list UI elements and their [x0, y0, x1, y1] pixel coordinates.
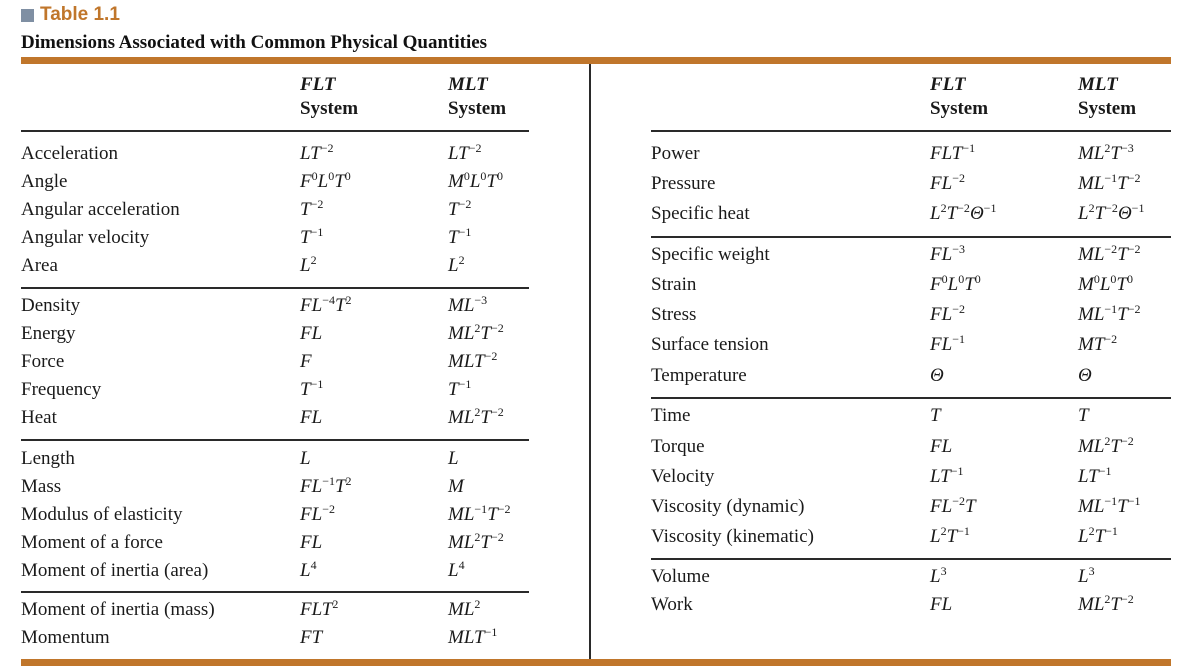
mlt-dimension: $M^0L^0T^0$ — [1078, 272, 1133, 295]
quantity-name: Work — [651, 594, 693, 615]
table-row — [651, 563, 1171, 591]
mlt-dimension: $MT^{-2}$ — [1078, 332, 1118, 355]
flt-dimension: $L^2T^{-2}\Theta^{-1}$ — [930, 201, 997, 224]
flt-dimension: $L^2T^{-1}$ — [930, 524, 970, 547]
header-flt-system-right: System — [930, 98, 989, 119]
header-flt — [300, 73, 358, 121]
quantity-name: Volume — [651, 566, 710, 587]
table-row — [21, 168, 529, 196]
table-row — [21, 557, 529, 585]
quantity-name: Force — [21, 351, 65, 372]
quantity-name: Angular velocity — [21, 227, 150, 248]
header-flt-title-right: FLT — [930, 74, 966, 95]
table-row — [651, 301, 1171, 329]
table-row — [651, 140, 1171, 168]
flt-dimension: $FL^{-1}T^2$ — [300, 474, 352, 497]
table-row — [21, 252, 529, 280]
group-separator — [21, 439, 529, 441]
flt-dimension: $FLT^{-1}$ — [930, 141, 976, 164]
mlt-dimension: $ML^2T^{-2}$ — [448, 530, 504, 553]
table-row — [21, 529, 529, 557]
table-row — [21, 445, 529, 473]
group-separator — [21, 287, 529, 289]
mlt-dimension: $ML^{-2}T^{-2}$ — [1078, 242, 1141, 265]
header-mlt-system-right: System — [1078, 98, 1137, 119]
table-row — [21, 624, 529, 652]
flt-dimension: $L^2$ — [300, 253, 317, 276]
quantity-name: Heat — [21, 407, 57, 428]
quantity-name: Moment of inertia (mass) — [21, 599, 215, 620]
quantity-name: Energy — [21, 323, 76, 344]
table-row — [21, 596, 529, 624]
mlt-dimension: M — [448, 476, 464, 497]
header-flt-system: System — [300, 98, 359, 119]
mlt-dimension: $L^2T^{-1}$ — [1078, 524, 1118, 547]
table-row — [651, 402, 1171, 430]
quantity-name: Angle — [21, 171, 68, 192]
group-separator — [21, 130, 529, 132]
quantity-name: Moment of inertia (area) — [21, 560, 209, 581]
table-label-square-icon — [21, 9, 34, 22]
mlt-dimension: $ML^2T^{-2}$ — [1078, 592, 1134, 615]
quantity-name: Time — [651, 405, 691, 426]
table-row — [651, 200, 1171, 228]
flt-dimension: $FL^{-2}$ — [930, 302, 965, 325]
flt-dimension: FL — [300, 532, 323, 553]
mlt-dimension: $T^{-2}$ — [448, 197, 472, 220]
mlt-dimension: $ML^{-1}T^{-2}$ — [1078, 302, 1141, 325]
mlt-dimension: $L^2T^{-2}\Theta^{-1}$ — [1078, 201, 1145, 224]
mlt-dimension: L — [448, 448, 459, 469]
mlt-dimension: $ML^{-1}T^{-2}$ — [1078, 171, 1141, 194]
flt-dimension: $L^4$ — [300, 558, 317, 581]
quantity-name: Surface tension — [651, 334, 769, 355]
flt-dimension: T — [930, 405, 941, 426]
table-row — [651, 591, 1171, 619]
table-row — [651, 463, 1171, 491]
mlt-dimension: $MLT^{-2}$ — [448, 349, 498, 372]
quantity-name: Area — [21, 255, 58, 276]
flt-dimension: F — [300, 351, 312, 372]
quantity-name: Velocity — [651, 466, 715, 487]
mlt-dimension: $ML^2T^{-2}$ — [1078, 434, 1134, 457]
quantity-name: Frequency — [21, 379, 102, 400]
header-flt-right — [930, 73, 988, 121]
group-separator — [21, 591, 529, 593]
flt-dimension: $FL^{-2}$ — [930, 171, 965, 194]
mlt-dimension: $L^3$ — [1078, 564, 1095, 587]
table-label-text: Table 1.1 — [40, 4, 120, 25]
header-mlt-system: System — [448, 98, 507, 119]
table-row — [651, 170, 1171, 198]
flt-dimension: FL — [930, 594, 953, 615]
quantity-name: Specific heat — [651, 203, 750, 224]
table-row — [21, 140, 529, 168]
table-row — [21, 224, 529, 252]
table-row — [21, 348, 529, 376]
table-row — [21, 292, 529, 320]
table-row — [651, 362, 1171, 390]
flt-dimension: FL — [300, 323, 323, 344]
flt-dimension: Θ — [930, 365, 944, 386]
group-separator — [651, 397, 1171, 399]
table-row — [21, 473, 529, 501]
mlt-dimension: $T^{-1}$ — [448, 377, 472, 400]
quantity-name: Acceleration — [21, 143, 119, 164]
flt-dimension: $T^{-1}$ — [300, 377, 324, 400]
quantity-name: Mass — [21, 476, 62, 497]
quantity-name: Power — [651, 143, 700, 164]
group-separator — [651, 130, 1171, 132]
table-row — [21, 376, 529, 404]
quantity-name: Torque — [651, 436, 705, 457]
bottom-rule — [21, 659, 1171, 666]
flt-dimension: $L^3$ — [930, 564, 947, 587]
quantity-name: Pressure — [651, 173, 716, 194]
mlt-dimension: $L^2$ — [448, 253, 465, 276]
table-row — [651, 271, 1171, 299]
mlt-dimension: $LT^{-1}$ — [1078, 464, 1112, 487]
header-mlt-title: MLT — [448, 74, 488, 95]
quantity-name: Angular acceleration — [21, 199, 180, 220]
mlt-dimension: $L^4$ — [448, 558, 465, 581]
mlt-dimension: $ML^2T^{-3}$ — [1078, 141, 1134, 164]
quantity-name: Viscosity (dynamic) — [651, 496, 805, 517]
mlt-dimension: $MLT^{-1}$ — [448, 625, 498, 648]
header-mlt-title-right: MLT — [1078, 74, 1118, 95]
flt-dimension: L — [300, 448, 311, 469]
table-row — [21, 320, 529, 348]
mlt-dimension: T — [1078, 405, 1089, 426]
quantity-name: Viscosity (kinematic) — [651, 526, 814, 547]
column-divider — [589, 64, 591, 659]
table-row — [651, 241, 1171, 269]
table-row — [21, 404, 529, 432]
mlt-dimension: $ML^{-1}T^{-2}$ — [448, 502, 511, 525]
mlt-dimension: $ML^{-3}$ — [448, 293, 488, 316]
table-row — [651, 523, 1171, 551]
flt-dimension: $F^0L^0T^0$ — [930, 272, 981, 295]
table-caption: Dimensions Associated with Common Physical Quantities — [21, 32, 488, 53]
quantity-name: Specific weight — [651, 244, 770, 265]
flt-dimension: $FL^{-1}$ — [930, 332, 965, 355]
table-row — [21, 196, 529, 224]
flt-dimension: $FL^{-4}T^2$ — [300, 293, 352, 316]
quantity-name: Stress — [651, 304, 697, 325]
mlt-dimension: $ML^2$ — [448, 597, 481, 620]
table-label — [21, 4, 120, 26]
mlt-dimension: $ML^{-1}T^{-1}$ — [1078, 494, 1141, 517]
quantity-name: Modulus of elasticity — [21, 504, 183, 525]
flt-dimension: FL — [300, 407, 323, 428]
mlt-dimension: Θ — [1078, 365, 1092, 386]
mlt-dimension: $ML^2T^{-2}$ — [448, 405, 504, 428]
flt-dimension: FT — [300, 627, 323, 648]
flt-dimension: FLT$^2$ — [300, 597, 339, 620]
flt-dimension: $FL^{-2}T$ — [930, 494, 976, 517]
flt-dimension: FL — [930, 436, 953, 457]
table-row — [21, 501, 529, 529]
flt-dimension: $T^{-2}$ — [300, 197, 324, 220]
mlt-dimension: $ML^2T^{-2}$ — [448, 321, 504, 344]
header-flt-title: FLT — [300, 74, 336, 95]
quantity-name: Moment of a force — [21, 532, 163, 553]
flt-dimension: $T^{-1}$ — [300, 225, 324, 248]
table-row — [651, 433, 1171, 461]
mlt-dimension: $M^0L^0T^0$ — [448, 169, 503, 192]
mlt-dimension: $T^{-1}$ — [448, 225, 472, 248]
mlt-dimension: $LT^{-2}$ — [448, 141, 482, 164]
top-rule — [21, 57, 1171, 64]
quantity-name: Length — [21, 448, 75, 469]
flt-dimension: $FL^{-3}$ — [930, 242, 965, 265]
quantity-name: Temperature — [651, 365, 747, 386]
flt-dimension: $FL^{-2}$ — [300, 502, 335, 525]
flt-dimension: $F^0L^0T^0$ — [300, 169, 351, 192]
quantity-name: Density — [21, 295, 81, 316]
group-separator — [651, 558, 1171, 560]
header-mlt-right — [1078, 73, 1136, 121]
table-row — [651, 493, 1171, 521]
flt-dimension: $LT^{-2}$ — [300, 141, 334, 164]
group-separator — [651, 236, 1171, 238]
quantity-name: Strain — [651, 274, 697, 295]
flt-dimension: $LT^{-1}$ — [930, 464, 964, 487]
header-mlt — [448, 73, 506, 121]
quantity-name: Momentum — [21, 627, 110, 648]
table-row — [651, 331, 1171, 359]
